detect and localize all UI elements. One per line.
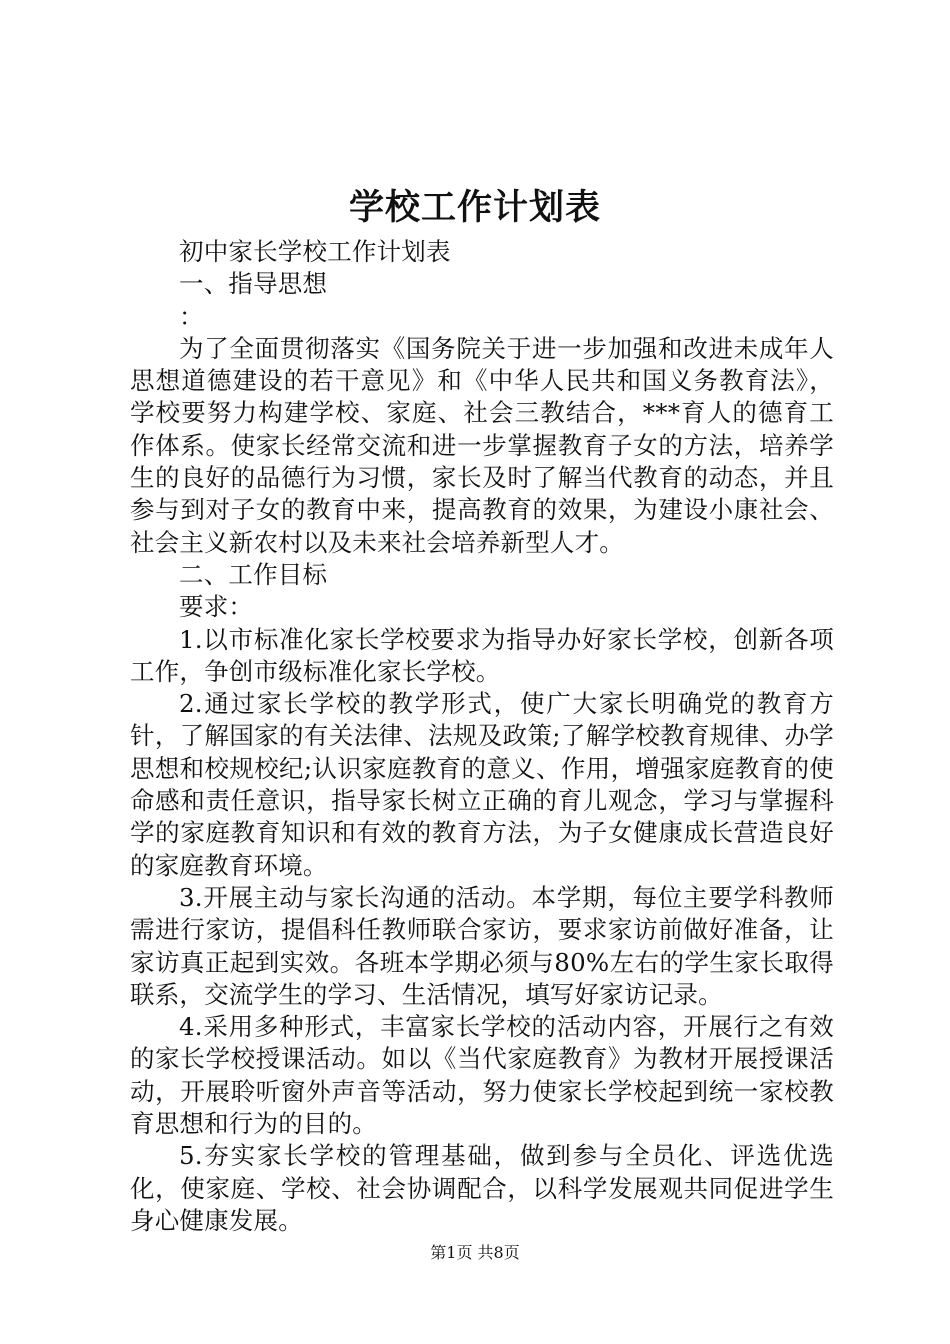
list-item-1: 1.以市标准化家长学校要求为指导办好家长学校，创新各项工作，争创市级标准化家长学校。 — [130, 624, 834, 686]
list-item-2: 2.通过家长学校的教学形式，使广大家长明确党的教育方针，了解国家的有关法律、法规及政策;了解学校教育规律、办学思想和校规校纪;认识家庭教育的意义、作用，增强家庭教育的使命感和责任意识，指导家长树立正确的育儿观念，学习与掌握科学的家庭教育知识和有效的教育方法，为子女健康成长营造良好的家庭教育环境。 — [130, 689, 834, 880]
requirements-heading: 要求： — [179, 592, 254, 622]
list-item-5: 5.夯实家长学校的管理基础，做到参与全员化、评选优选化，使家庭、学校、社会协调配合，以科学发展观共同促进学生身心健康发展。 — [130, 1141, 834, 1235]
colon-line: ： — [179, 301, 204, 331]
subtitle-paragraph: 初中家长学校工作计划表 — [179, 237, 451, 266]
section-heading-work-goals: 二、工作目标 — [179, 559, 328, 589]
section-heading-guiding-ideology: 一、指导思想 — [179, 269, 328, 299]
page-number-footer: 第1页 共8页 — [430, 1243, 520, 1262]
list-item-3: 3.开展主动与家长沟通的活动。本学期，每位主要学科教师需进行家访，提倡科任教师联合家访，要求家访前做好准备，让家访真正起到实效。各班本学期必须与80%左右的学生家长取得联系，交流学生的学习、生活情况，填写好家访记录。 — [130, 882, 834, 1009]
body-paragraph: 为了全面贯彻落实《国务院关于进一步加强和改进未成年人思想道德建设的若干意见》和《中华人民共和国义务教育法》，学校要努力构建学校、家庭、社会三教结合，***育人的德育工作体系。使家长经常交流和进一步掌握教育子女的方法，培养学生的良好的品德行为习惯，家长及时了解当代教育的动态，并且参与到对子女的教育中来，提高教育的效果，为建设小康社会、社会主义新农村以及未来社会培养新型人才。 — [130, 333, 834, 557]
document-title: 学校工作计划表 — [348, 187, 601, 228]
list-item-4: 4.采用多种形式，丰富家长学校的活动内容，开展行之有效的家长学校授课活动。如以《当代家庭教育》为教材开展授课活动，开展聆听窗外声音等活动，努力使家长学校起到统一家校教育思想和行为的目的。 — [130, 1012, 834, 1139]
document-body — [130, 236, 834, 1237]
